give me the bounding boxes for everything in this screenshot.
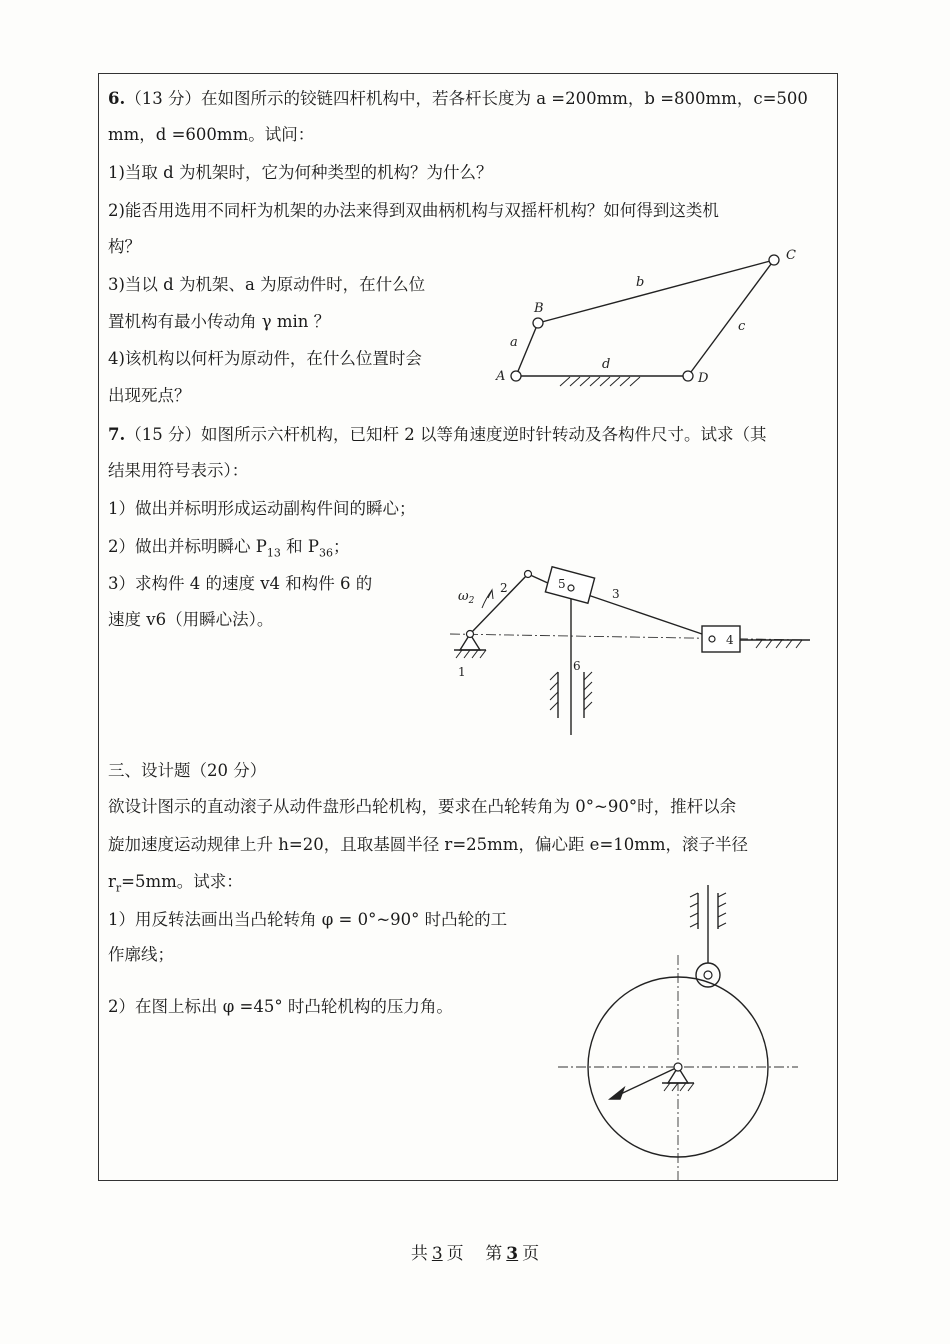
- q6-line1: 6.（13 分）在如图所示的铰链四杆机构中，若各杆长度为 a =200mm，b =800mm，c=500: [108, 89, 808, 108]
- current-page: 3: [506, 1244, 519, 1264]
- joint-C: [769, 255, 779, 265]
- omega2-label: $\omega_2$: [458, 589, 475, 606]
- q3-sub1b: 作廓线；: [108, 945, 174, 964]
- total-pages: 3: [431, 1244, 443, 1264]
- q6-sub2a: 2)能否用选用不同杆为机架的办法来得到双曲柄机构与双摇杆机构？如何得到这类机: [108, 201, 719, 220]
- label-d: d: [602, 357, 611, 372]
- q6-sub3a: 3)当以 d 为机架、a 为原动件时，在什么位: [108, 275, 426, 294]
- q6-line2: mm，d =600mm。试问：: [108, 125, 315, 144]
- link-3-label: 3: [612, 587, 620, 601]
- q7-sub2: 2）做出并标明瞬心 $P_{13}$ 和 $P_{36}$；: [108, 537, 350, 560]
- q3-line3: $r_r=5mm$。试求：: [108, 872, 243, 895]
- q7-sub3a: 3）求构件 4 的速度 v4 和构件 6 的: [108, 574, 373, 593]
- joint-B: [533, 318, 543, 328]
- q7-sub3b: 速度 v6（用瞬心法）。: [108, 610, 274, 629]
- label-A: A: [496, 369, 506, 384]
- cam-mechanism-diagram: [550, 885, 810, 1185]
- q7-line2: 结果用符号表示）：: [108, 461, 249, 480]
- link-6-label: 6: [573, 659, 581, 673]
- q6-sub2b: 构？: [108, 237, 141, 256]
- link-2-label: 2: [500, 581, 508, 595]
- link-1-label: 1: [458, 665, 466, 679]
- link-5-label: 5: [558, 577, 566, 591]
- four-bar-linkage-diagram: [490, 240, 810, 400]
- q3-line1: 欲设计图示的直动滚子从动件盘形凸轮机构，要求在凸轮转角为 0°~90°时，推杆以余: [108, 797, 737, 816]
- label-C: C: [786, 248, 796, 263]
- q3-sub2: 2）在图上标出 φ =45° 时凸轮机构的压力角。: [108, 997, 453, 1016]
- section3-heading: 三、设计题（20 分）: [108, 761, 267, 780]
- six-bar-linkage-diagram: [440, 560, 820, 740]
- q6-sub1: 1)当取 d 为机架时，它为何种类型的机构？为什么？: [108, 163, 493, 182]
- q6-sub4a: 4)该机构以何杆为原动件，在什么位置时会: [108, 349, 422, 368]
- page-footer: 共 3 页 第 3 页: [410, 1244, 540, 1264]
- label-a: a: [510, 335, 518, 350]
- label-D: D: [698, 371, 709, 386]
- q7-line1: 7.（15 分）如图所示六杆机构，已知杆 2 以等角速度逆时针转动及各构件尺寸。试求（其: [108, 425, 767, 444]
- q3-sub1a: 1）用反转法画出当凸轮转角 φ = 0°~90° 时凸轮的工: [108, 910, 508, 929]
- link-4-label: 4: [726, 633, 734, 647]
- label-c: c: [738, 319, 746, 334]
- q7-sub1: 1）做出并标明形成运动副构件间的瞬心；: [108, 499, 416, 518]
- q6-sub4b: 出现死点？: [108, 386, 191, 405]
- joint-D: [683, 371, 693, 381]
- joint-A: [511, 371, 521, 381]
- q3-line2: 旋加速度运动规律上升 h=20，且取基圆半径 r=25mm，偏心距 e=10mm，滚子半径: [108, 835, 749, 854]
- label-b: b: [636, 275, 645, 290]
- q6-sub3b: 置机构有最小传动角 γ min ？: [108, 312, 331, 331]
- label-B: B: [534, 301, 544, 316]
